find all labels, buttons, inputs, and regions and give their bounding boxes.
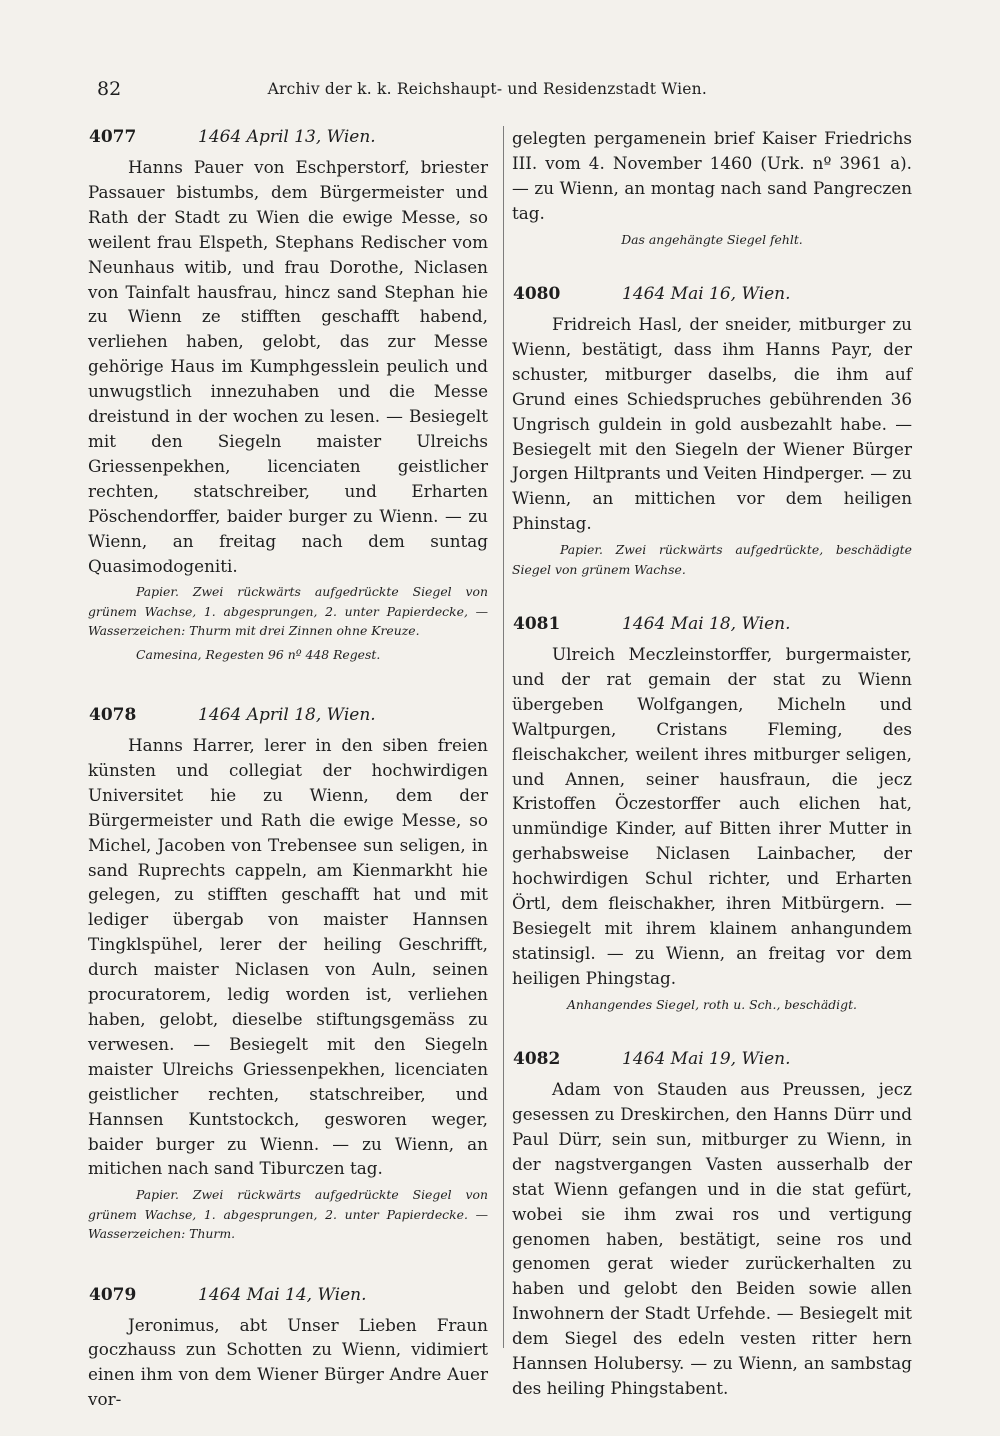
entry-date: 1464 Mai 18, Wien.: [622, 614, 791, 634]
spacer: [88, 1244, 488, 1268]
entry-heading: [512, 283, 912, 312]
entry-note: Papier. Zwei rückwärts aufgedrückte Siegel von grünem Wachse, 1. abgesprungen, 2. unter Papierdecke. — Wasserzeichen: Thurm.: [88, 1187, 488, 1242]
entry-number: 4082: [513, 1049, 561, 1070]
entry-heading: [512, 613, 912, 642]
entry-number: 4080: [513, 284, 561, 305]
entry-heading: [88, 126, 488, 155]
entry-note: Papier. Zwei rückwärts aufgedrückte Siegel von grünem Wachse, 1. abgesprungen, 2. unter Papierdecke, — Wasserzeichen: Thurm mit drei Zinnen ohne Kreuze.: [88, 584, 488, 639]
spacer: [512, 1014, 912, 1032]
column-divider: [503, 126, 504, 1348]
page-number: 82: [97, 78, 122, 100]
entry-note-reference: Camesina, Regesten 96 nº 448 Regest.: [136, 646, 381, 662]
entry-note: Anhangendes Siegel, roth u. Sch., beschädigt.: [566, 996, 857, 1012]
entry-date: 1464 Mai 14, Wien.: [198, 1284, 367, 1305]
entry-heading: [88, 1284, 488, 1313]
spacer: [512, 579, 912, 597]
entry-note: Das angehängte Siegel fehlt.: [621, 231, 803, 247]
entry-date: 1464 April 18, Wien.: [198, 705, 376, 726]
right-column: [512, 126, 912, 1401]
entry-text: Hanns Harrer, lerer in den siben freien künsten und collegiat der hochwirdigen Universitet hie zu Wienn, dem der Bürgermeister und Rath die ewige Messe, so Michel, Jacoben von Trebensee sun seligen, in sand Ruprechts cappeln, am Kienmarkht hie gelegen, zu stifften geschafft hat und mit lediger übergab von maister Hannsen Tingklspühel, lerer der heiling Geschrifft, durch maister Niclasen von Auln, seinen procuratorem, ledig worden ist, verliehen haben, gelobt, dieselbe stiftungsgemäss zu verwesen. — Besiegelt mit den Siegeln maister Ulreichs Griessenpekhen, licenciaten geistlicher rechten, statschreiber, und Hannsen Kuntstockch, gesworen weger, baider burger zu Wienn. — zu Wienn, an mitichen nach sand Tiburczen tag.: [88, 735, 488, 1179]
entry-number: 4081: [513, 614, 561, 634]
entry-note: Papier. Zwei rückwärts aufgedrückte, beschädigte Siegel von grünem Wachse.: [512, 542, 912, 577]
entry-text: Fridreich Hasl, der sneider, mitburger zu Wienn, bestätigt, dass ihm Hanns Payr, der schuster, mitburger daselbs, die ihm auf Grund eines Schiedspruches gebührenden 36 Ungrisch guldein in gold ausbezahlt habe. — Besiegelt mit den Siegeln der Wiener Bürger Jorgen Hiltprants und Veiten Hindperger. — zu Wienn, an mittichen vor dem heiligen Phinstag.: [512, 314, 912, 534]
entry-heading: [512, 1048, 912, 1077]
entry-date: 1464 April 13, Wien.: [198, 127, 376, 147]
entry-date: 1464 Mai 16, Wien.: [622, 284, 791, 305]
spacer: [88, 664, 488, 688]
entry-text: Ulreich Meczleinstorffer, burgermaister, und der rat gemain der stat zu Wienn übergeben Wolfgangen, Micheln und Waltpurgen, Cristans Fleming, des fleischakcher, weilent ihres mitburger seligen, und Annen, seiner hausfraun, die jecz Kristoffen Öczestorffer auch elichen hat, unmündige Kinder, auf Bitten ihrer Mutter in gerhabsweise Niclasen Lainbacher, der hochwirdigen Schul richter, und Erharten Örtl, dem fleischakher, ihren Mitbürgern. — Besiegelt mit ihrem klainem anhangundem statinsigl. — zu Wienn, an freitag vor dem heiligen Phingstag.: [512, 644, 912, 988]
entry-text: Hanns Pauer von Eschperstorf, briester Passauer bistumbs, dem Bürgermeister und Rath der Stadt zu Wien die ewige Messe, so weilent frau Elspeth, Stephans Redischer vom Neunhaus witib, und frau Dorothe, Niclasen von Tainfalt hausfrau, hincz sand Stephan hie zu Wienn ze stifften geschafft habend, verliehen haben, gelobt, das zur Messe gehörige Haus im Kumphgesslein peulich und unwugstlich innezuhaben und die Messe dreistund in der wochen zu lesen. — Besiegelt mit den Siegeln maister Ulreichs Griessenpekhen, licenciaten geistlicher rechten, statschreiber, und Erharten Pöschendorffer, baider burger zu Wienn. — zu Wienn, an freitag nach dem suntag Quasimodogeniti.: [88, 157, 488, 576]
running-title: Archiv der k. k. Reichshaupt- und Residenzstadt Wien.: [267, 80, 707, 98]
entry-number: 4077: [89, 127, 137, 147]
entry-heading: [88, 704, 488, 733]
page-header: [97, 78, 707, 108]
entry-text-continued: gelegten pergamenein brief Kaiser Friedrichs III. vom 4. November 1460 (Urk. nº 3961 a). — zu Wienn, an montag nach sand Pangreczen tag.: [512, 128, 912, 223]
spacer: [512, 249, 912, 267]
entry-date: 1464 Mai 19, Wien.: [622, 1049, 791, 1070]
left-column: [88, 126, 488, 1412]
entry-text: Jeronimus, abt Unser Lieben Fraun goczhauss zun Schotten zu Wienn, vidimiert einen ihm von dem Wiener Bürger Andre Auer vor-: [88, 1314, 488, 1410]
entry-number: 4078: [89, 705, 137, 726]
entry-number: 4079: [89, 1284, 137, 1305]
entry-text: Adam von Stauden aus Preussen, jecz gesessen zu Dreskirchen, den Hanns Dürr und Paul Dürr, sein sun, mitburger zu Wienn, in der nagstvergangen Vasten ausserhalb der stat Wienn gefangen und in die stat gefürt, wobei sie ihm zwai ros und vertigung genomen haben, bestätigt, seine ros und genomen gerat wieder zurückerhalten zu haben und gelobt den Beiden sowie allen Inwohnern der Stadt Urfehde. — Besiegelt mit dem Siegel des edeln vesten ritter hern Hannsen Holubersy. — zu Wienn, an sambstag des heiling Phingstabent.: [512, 1079, 912, 1398]
